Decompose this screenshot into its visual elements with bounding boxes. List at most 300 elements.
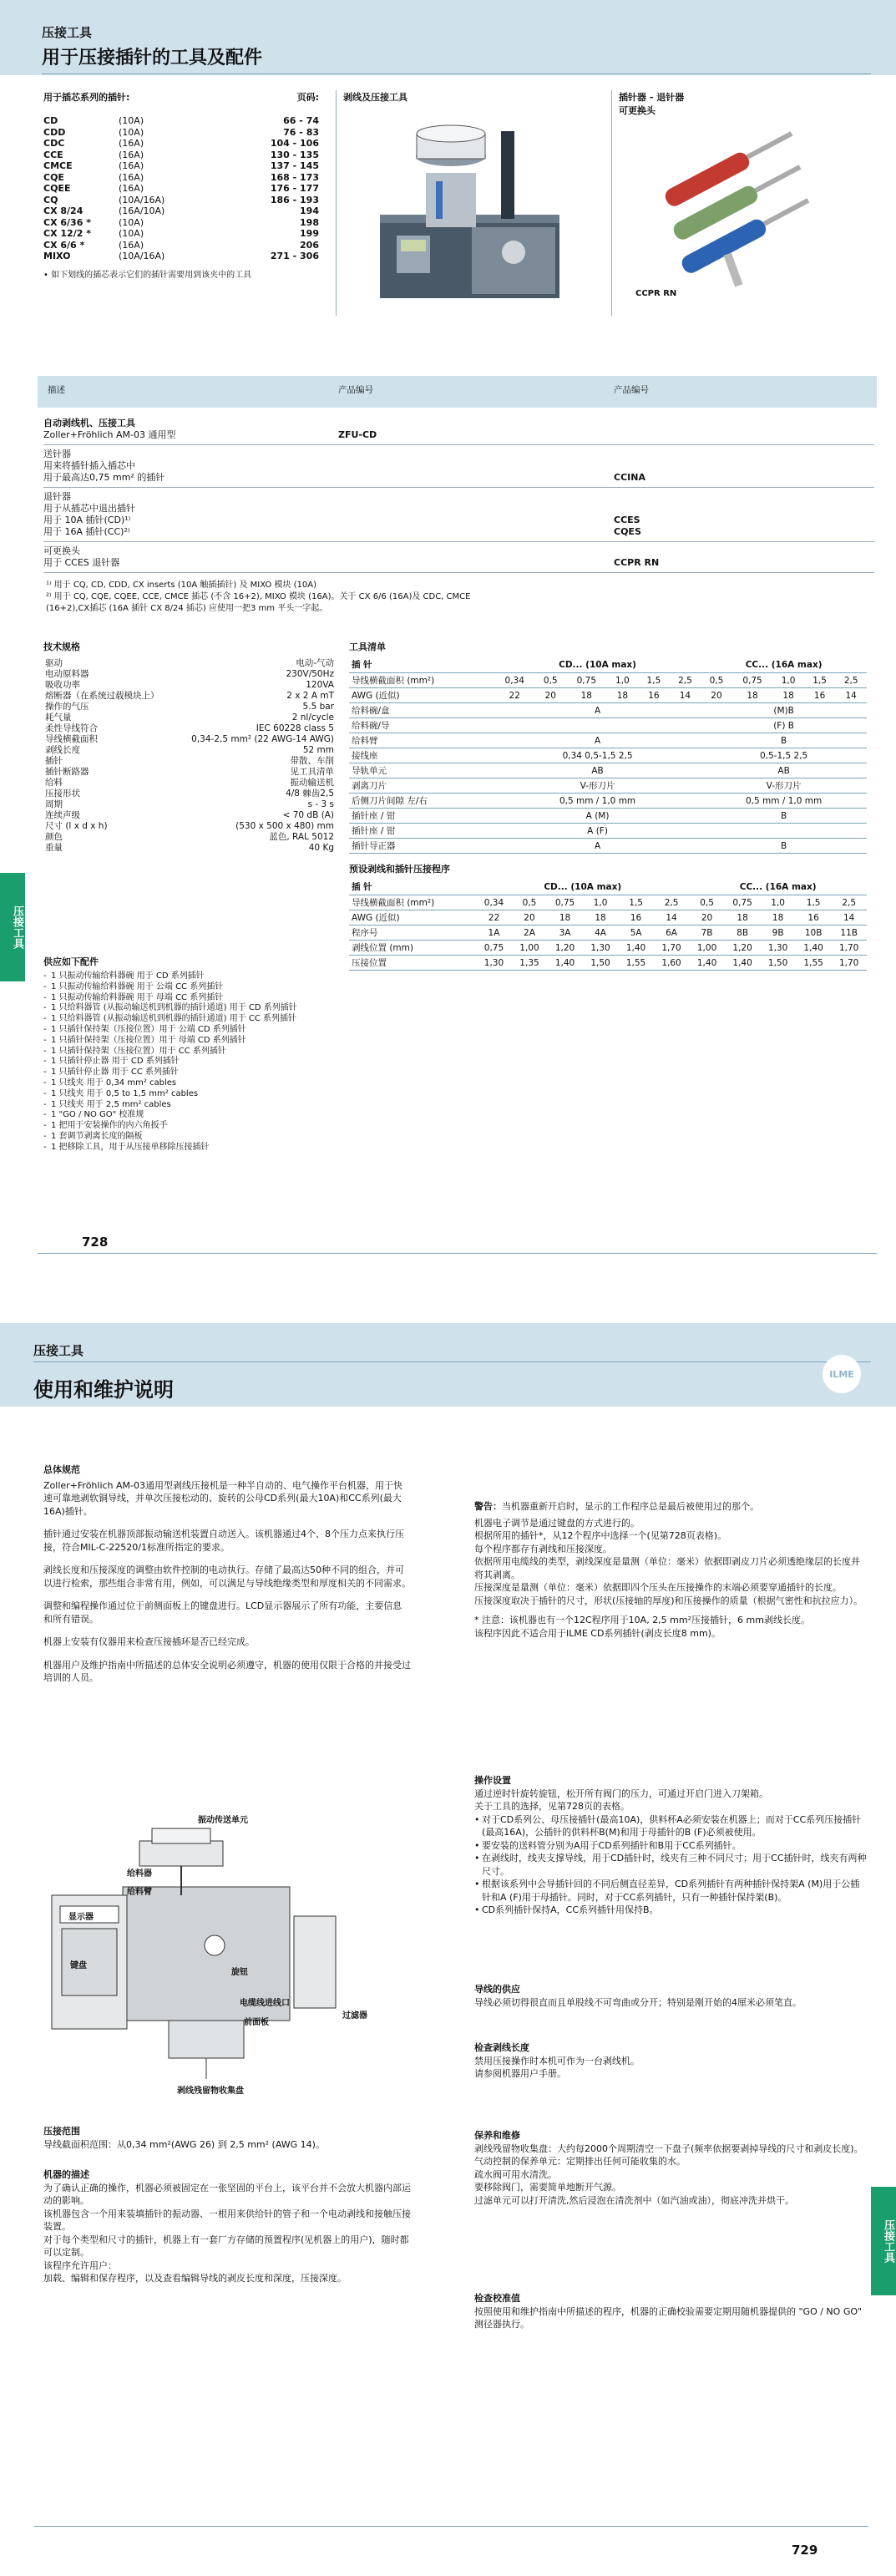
tech-row <box>43 691 336 702</box>
cc-span: B <box>701 809 867 824</box>
footnote: ¹⁾ 用于 CQ, CD, CDD, CX inserts (10A 触插插针) 及 MIXO 模块 (10A) <box>46 581 317 590</box>
pin-row <box>43 150 319 161</box>
cc-cell: 1,55 <box>796 956 832 971</box>
op-item: • 根据该系列中会导插针回的不同后侧直径差异，CD系列插针有两种插针保持架A (M)用于公插针和A (F)用于母插针。同时，对于CC系列插针，只有一种插针保持架(B)。 <box>474 1878 867 1904</box>
right-para: 每个程序都存有剥线和压接深度。 <box>474 1543 612 1554</box>
row-label: 导线横截面积 (mm²) <box>349 673 494 688</box>
row-label: 导轨单元 <box>349 763 494 778</box>
pin-row <box>43 217 319 229</box>
calib-title: 检查校准值 <box>474 2293 520 2304</box>
cd-cell: 18 <box>566 688 607 703</box>
desc-line: 用于 16A 插针(CC)²⁾ <box>43 526 130 537</box>
order-code1: ZFU-CD <box>338 429 377 440</box>
tech-value: 230V/50Hz <box>286 669 334 679</box>
desc-line: 自动剥线机、压接工具 <box>43 418 135 428</box>
desc-line: 送针器 <box>43 449 71 459</box>
supply-item: - 1 套调节剥离长度的隔板 <box>43 1132 511 1143</box>
pin-name: CQE <box>43 171 64 183</box>
cd-span <box>494 718 701 733</box>
maint-item: 疏水阀可用水清洗。 <box>474 2168 557 2180</box>
side-tab: 压接工具 <box>0 873 25 981</box>
tech-row <box>43 843 336 854</box>
tech-row <box>43 702 336 712</box>
machine-desc-title: 机器的描述 <box>43 2169 89 2180</box>
pin-pages: 130 - 135 <box>270 149 319 160</box>
pin-row <box>43 172 319 184</box>
cc-cell: 20 <box>689 910 725 925</box>
row-label: AWG (近似) <box>349 910 476 925</box>
check-strip <box>474 2041 867 2081</box>
cd-cell: 2,5 <box>670 673 701 688</box>
wire-supply-text: 导线必须切得很直而且单股线不可弯曲或分开；特别是刚开始的4厘米必须笔直。 <box>474 1996 802 2008</box>
tech-row <box>43 832 336 843</box>
tech-label: 颜色 <box>45 832 63 842</box>
desc-line: 退针器 <box>43 491 71 502</box>
tech-value: < 70 dB (A) <box>282 810 334 820</box>
tech-row <box>43 669 336 680</box>
table-row <box>349 778 867 794</box>
supply-list <box>43 955 511 1154</box>
machine-desc-text: 为了确认正确的操作，机器必须被固定在一张坚固的平台上，该平台并不会放大机器内部运动的影响。 该机器包含一个用来装填插针的振动器、一根用来供给针的管子和一个电动剥线和接触压接装置。 对于每个类型和尺寸的插针，机器上有一套厂方存储的预置程序(见机器上的用户)，随时都可以定制。 该程序允许用户： 加载、编辑和保存程序，以及查看编辑导线的剥皮长度和深度，压接深度。 <box>43 2182 411 2284</box>
pin-amp: (16A/10A) <box>119 205 165 216</box>
pin-pages: 271 - 306 <box>270 251 319 261</box>
cd-cell: 22 <box>476 910 512 925</box>
desc-line: 用于从插芯中退出插针 <box>43 503 135 514</box>
table-row <box>349 733 867 748</box>
machine-diagram <box>43 1808 411 2108</box>
cd-cell: 1,20 <box>547 941 583 956</box>
cd-cell: 0,5 <box>512 895 548 910</box>
supply-item: - 1 只给料器管 (从振动输送机到机器的插针通道) 用于 CC 系列插针 <box>43 1014 511 1025</box>
table-row <box>349 688 867 703</box>
desc-line: 可更换头 <box>43 545 80 556</box>
label-front-panel: 前面板 <box>244 2018 269 2027</box>
cc-span: V-形刀片 <box>701 778 867 794</box>
pins-header: 用于插芯系列的插针: <box>43 92 130 103</box>
cc-span: B <box>701 733 867 748</box>
general-section <box>43 1463 411 1695</box>
preset-title: 预设剥线和插针压接程序 <box>349 864 450 875</box>
tech-label: 吸收功率 <box>45 680 80 690</box>
pin-pages: 168 - 173 <box>270 171 319 183</box>
tech-row <box>43 745 336 756</box>
pin-amp: (16A) <box>119 171 144 183</box>
row-label: 后侧刀片间隙 左/右 <box>349 794 494 809</box>
table-row <box>349 748 867 763</box>
pages-header: 页码: <box>296 92 319 103</box>
cd-cell: 4A <box>583 925 619 941</box>
cd-cell: 0,34 <box>476 895 512 910</box>
cc-cell: 18 <box>760 910 796 925</box>
tech-value: 电动-气动 <box>296 658 334 668</box>
cc-cell: 14 <box>835 688 867 703</box>
row-label: 插针座 / 钳 <box>349 809 494 824</box>
right-para: 压接深度是量测（单位：毫米）依据即四个压头在压接操作的末端必须要穿通插针的长度。 <box>474 1582 842 1593</box>
pin-row <box>43 240 319 251</box>
cd-cell: 18 <box>607 688 639 703</box>
tech-value: 蓝色, RAL 5012 <box>269 832 334 842</box>
cd-span: AB <box>494 763 701 778</box>
page-729 <box>0 1290 896 2576</box>
cd-cell: 14 <box>670 688 701 703</box>
tech-label: 熔断器（在系统过载模块上） <box>45 691 159 701</box>
pin-amp: (10A) <box>119 216 144 228</box>
op-intro: 通过逆时针旋转旋钮，松开所有阀门的压力，可通过开启门进入刀架箱。 关于工具的选择，见第728页的表格。 <box>474 1787 768 1812</box>
label-display: 显示器 <box>68 1913 94 1922</box>
pin-name: CDC <box>43 138 65 149</box>
label-feed-unit: 振动传送单元 <box>198 1816 248 1825</box>
col-cd: CD... (10A max) <box>494 657 701 673</box>
cd-cell: 1,5 <box>638 673 670 688</box>
right-para: 机器电子调节是通过键盘的方式进行的。 <box>474 1517 640 1529</box>
note-text: * 注意：该机器也有一个12C程序用于10A, 2,5 mm²压接插针，6 mm剥线长度。 该程序因此不适合用于ILME CD系列插针(剥皮长度8 mm)。 <box>474 1615 810 1639</box>
pin-pages: 194 <box>300 205 319 216</box>
cc-span: AB <box>701 763 867 778</box>
pin-name: CX 6/36 * <box>43 216 91 228</box>
footnotes <box>46 580 514 615</box>
order-desc <box>43 491 327 538</box>
maint-item: 气动控制的保养单元：定期排出任何可能收集的水。 <box>474 2156 686 2167</box>
cc-cell: 1,40 <box>689 956 725 971</box>
cd-cell: 1,0 <box>607 673 639 688</box>
col-code1: 产品编号 <box>338 385 373 395</box>
tech-value: 0,34-2,5 mm² (22 AWG-14 AWG) <box>191 734 334 744</box>
cd-cell: 0,75 <box>547 895 583 910</box>
supply-item: - 1 "GO / NO GO" 校准规 <box>43 1110 511 1121</box>
order-desc <box>43 449 327 484</box>
cc-cell: 1,70 <box>831 956 867 971</box>
pin-pages: 186 - 193 <box>270 194 319 205</box>
pin-row <box>43 195 319 206</box>
supply-item: - 1 把用于安装操作的内六角扳手 <box>43 1121 511 1132</box>
cd-cell: 5A <box>618 925 654 941</box>
tech-label: 压接形状 <box>45 789 80 799</box>
tech-value: 40 Kg <box>308 843 334 853</box>
pin-amp: (16A) <box>119 160 144 171</box>
warning-text: 当机器重新开启时，显示的工作程序总是最后被使用过的那个。 <box>502 1501 759 1512</box>
crimp-range <box>43 2125 411 2151</box>
tech-value: 振动输送机 <box>290 778 334 788</box>
page-title: 用于压接插针的工具及配件 <box>42 48 263 68</box>
pin-name: CMCE <box>43 160 73 171</box>
pin-row <box>43 127 319 139</box>
tech-label: 插针断路器 <box>45 767 89 777</box>
machine-desc <box>43 2168 411 2285</box>
general-para: 机器上安装有仪器用来检查压接插环是否已经完成。 <box>43 1636 255 1647</box>
cd-span: A (M) <box>494 809 701 824</box>
table-head-row <box>349 657 867 673</box>
footer-rule <box>33 2526 868 2527</box>
order-desc <box>43 418 327 441</box>
pin-amp: (16A) <box>119 149 144 160</box>
pin-name: CX 12/2 * <box>43 228 91 239</box>
side-tab: 压接工具 <box>871 2187 896 2295</box>
pin-row <box>43 205 319 217</box>
col-pin: 插 针 <box>349 879 476 895</box>
row-label: 插针导正器 <box>349 839 494 854</box>
pin-name: CX 8/24 <box>43 205 84 216</box>
row-label: 程序号 <box>349 925 476 941</box>
col-code2: 产品编号 <box>614 385 649 395</box>
cd-cell: 1,35 <box>512 956 548 971</box>
tool-list-title: 工具清单 <box>349 641 386 652</box>
pin-pages: 206 <box>300 239 319 251</box>
row-label: 压接位置 <box>349 956 476 971</box>
supply-item: - 1 只插针停止器 用于 CC 系列插针 <box>43 1067 511 1078</box>
cc-cell: 0,75 <box>732 673 773 688</box>
cd-cell: 6A <box>654 925 690 941</box>
pin-row <box>43 183 319 195</box>
row-label: 给料碗/盒 <box>349 703 494 718</box>
cd-cell: 0,34 <box>494 673 535 688</box>
cc-span: 0,5-1,5 2,5 <box>701 748 867 763</box>
desc-line: 用于最高达0,75 mm² 的插针 <box>43 472 165 483</box>
cd-cell: 2A <box>512 925 548 941</box>
section-label: 压接工具 <box>33 1343 84 1358</box>
pin-name: CQ <box>43 194 58 205</box>
order-code2: CCINA <box>614 472 645 483</box>
cc-cell: 16 <box>804 688 836 703</box>
right-para: 根据所用的插针*，从12个程序中选择一个(见第728页表格)。 <box>474 1530 727 1541</box>
pin-amp: (10A) <box>119 126 144 138</box>
cd-cell: 16 <box>638 688 670 703</box>
cd-cell: 1,60 <box>654 956 690 971</box>
cd-cell: 0,5 <box>535 673 567 688</box>
tech-row <box>43 734 336 745</box>
check-strip-text: 禁用压接操作时本机可作为一台剥线机。 请参阅机器用户手册。 <box>474 2055 640 2079</box>
table-row <box>349 910 867 925</box>
table-row <box>349 895 867 910</box>
cc-cell: 20 <box>701 688 732 703</box>
pin-pages: 198 <box>300 216 319 228</box>
cd-cell: 1,40 <box>547 956 583 971</box>
label-feed-arm: 给料臂 <box>127 1888 152 1897</box>
cd-cell: 2,5 <box>654 895 690 910</box>
cd-cell: 22 <box>494 688 535 703</box>
cc-cell: 18 <box>725 910 761 925</box>
cc-cell: 18 <box>772 688 804 703</box>
pin-amp: (10A) <box>119 115 144 126</box>
row-label: 剥离刀片 <box>349 778 494 794</box>
tools-image <box>629 124 863 307</box>
supply-item: - 1 只振动传输给料器碗 用于 母端 CC 系列插针 <box>43 993 511 1004</box>
supply-item: - 1 只插针保持架（压接位置）用于 公端 CD 系列插针 <box>43 1025 511 1036</box>
table-row <box>349 941 867 956</box>
cc-cell: 1,30 <box>760 941 796 956</box>
right-column <box>474 1500 867 1640</box>
desc-line: 用于 10A 插针(CD)¹⁾ <box>43 515 131 525</box>
cd-span: V-形刀片 <box>494 778 701 794</box>
row-label: 给料碗/导 <box>349 718 494 733</box>
tech-row <box>43 767 336 778</box>
ccpr-label: CCPR RN <box>635 289 677 298</box>
cc-cell: 2,5 <box>831 895 867 910</box>
supply-item: - 1 只线夹 用于 0,5 to 1,5 mm² cables <box>43 1089 511 1100</box>
table-row <box>349 794 867 809</box>
tech-value: 2 x 2 A mT <box>286 691 334 701</box>
general-para: Zoller+Fröhlich AM-03通用型剥线压接机是一种半自动的、电气操作平台机器，用于快速可靠地剥软铜导线，并单次压接松动的、旋转的公母CD系列(最大10A)和CC系列(最大16A)插针。 <box>43 1479 403 1517</box>
maintenance <box>474 2129 867 2207</box>
machine-column <box>336 90 603 316</box>
col-pin: 插 针 <box>349 657 494 673</box>
tech-value: 带散、车削 <box>290 756 334 766</box>
cc-cell: 1,40 <box>796 941 832 956</box>
order-code2: CCPR RN <box>614 557 660 568</box>
cd-span: A (F) <box>494 824 701 839</box>
tech-specs <box>43 640 344 854</box>
cc-cell: 1,20 <box>725 941 761 956</box>
pin-row <box>43 138 319 150</box>
cc-cell: 16 <box>796 910 832 925</box>
tech-label: 尺寸 (l x d x h) <box>45 821 108 831</box>
order-table <box>43 414 874 573</box>
pin-row <box>43 251 319 262</box>
order-row <box>43 488 874 542</box>
crimp-range-title: 压接范围 <box>43 2126 80 2137</box>
supply-item: - 1 只振动传输给料器碗 用于 CD 系列插针 <box>43 971 511 982</box>
tools-column <box>611 90 870 316</box>
cd-cell: 1,40 <box>618 941 654 956</box>
crimp-range-text: 导线截面积范围：从0,34 mm²(AWG 26) 到 2,5 mm² (AWG 14)。 <box>43 2138 325 2150</box>
tech-label: 操作的气压 <box>45 702 89 712</box>
cc-cell: 1,70 <box>831 941 867 956</box>
diagram-svg <box>43 1808 411 2108</box>
cc-cell: 2,5 <box>835 673 867 688</box>
table-head-row <box>349 879 867 895</box>
label-power-in: 电缆线进线口 <box>240 1999 290 2008</box>
maint-item: 要移除阀门，需要简单地断开气源。 <box>474 2182 621 2193</box>
right-para: 依据所用电缆线的类型，剥线深度是量测（单位：毫米）依据即剥皮刀片必须透绝缘层的长度并将其剥离。 <box>474 1556 860 1580</box>
cd-cell: 16 <box>618 910 654 925</box>
label-collector: 剥线残留物收集盘 <box>177 2087 244 2096</box>
cd-cell: 14 <box>654 910 690 925</box>
table-row <box>349 718 867 733</box>
pin-pages: 176 - 177 <box>270 183 319 194</box>
order-code2: CCES CQES <box>614 515 641 537</box>
supply-item: - 1 只给料器管 (从振动输送机到机器的插针通道) 用于 CD 系列插针 <box>43 1003 511 1014</box>
pin-series-list <box>43 90 319 281</box>
cd-cell: 1,00 <box>512 941 548 956</box>
tech-row <box>43 756 336 767</box>
cd-cell: 1,70 <box>654 941 690 956</box>
cc-span: 0,5 mm / 1,0 mm <box>701 794 867 809</box>
pin-name: CDD <box>43 126 66 138</box>
pin-row <box>43 160 319 172</box>
col3-header: 插针器 - 退针器 可更换头 <box>619 92 685 116</box>
general-para: 机器用户及维护指南中所描述的总体安全说明必须遵守，机器的使用仅限于合格的并接受过培训的人员。 <box>43 1659 411 1683</box>
op-section <box>474 1774 867 1917</box>
cc-cell: 1,5 <box>796 895 832 910</box>
cd-cell: 18 <box>547 910 583 925</box>
col2-header: 剥线及压接工具 <box>343 92 408 103</box>
pin-pages: 104 - 106 <box>270 138 319 149</box>
col-cc: CC... (16A max) <box>689 879 867 895</box>
cc-span: (F) B <box>701 718 867 733</box>
tech-label: 插针 <box>45 756 63 766</box>
pin-pages: 66 - 74 <box>283 115 319 126</box>
tech-value: 4/8 棘齿2,5 <box>286 789 334 799</box>
tech-row <box>43 821 336 832</box>
footnote: ²⁾ 用于 CQ, CQE, CQEE, CCE, CMCE 插芯 (不含 16+2), MIXO 模块 (16A)。关于 CX 6/6 (16A)及 CDC, CMCE (16+2),CX插芯 (16A 插针 CX 8/24 插芯) 应使用一把3 mm 平头一字起。 <box>46 592 471 613</box>
table-row <box>349 673 867 688</box>
row-label: AWG (近似) <box>349 688 494 703</box>
cd-cell: 1,55 <box>618 956 654 971</box>
table-row <box>349 809 867 824</box>
pin-row <box>43 115 319 127</box>
wire-supply-title: 导线的供应 <box>474 1984 520 1995</box>
tech-row <box>43 658 336 669</box>
tech-value: s - 3 s <box>307 799 334 809</box>
cd-cell: 0,75 <box>566 673 607 688</box>
row-label: 插针座 / 钳 <box>349 824 494 839</box>
supply-item: - 1 只插针保持架（压接位置）用于 母端 CD 系列插针 <box>43 1036 511 1047</box>
supply-item: - 1 只线夹 用于 0,34 mm² cables <box>43 1078 511 1089</box>
check-strip-title: 检查剥线长度 <box>474 2042 529 2053</box>
cc-span <box>701 824 867 839</box>
cc-cell: 11B <box>831 925 867 941</box>
tech-label: 驱动 <box>45 658 63 668</box>
pin-name: MIXO <box>43 251 71 261</box>
cc-cell: 1,5 <box>804 673 836 688</box>
op-item: • 对于CD系列公、母压接插针(最高10A)，供料杯A必须安装在机器上；而对于CC系列压接插针(最高16A)，公插针的供料杯B(M)和用于母插针的B (F)必须被使用。 <box>474 1813 867 1839</box>
supply-item: - 1 只振动传输给料器碗 用于 公端 CC 系列插针 <box>43 982 511 993</box>
tech-label: 导线横截面积 <box>45 734 98 744</box>
order-desc <box>43 545 327 569</box>
order-table-header <box>38 376 877 408</box>
tech-label: 电动原料器 <box>45 669 89 679</box>
general-para: 插针通过安装在机器顶部振动输送机装置自动送入。该机器通过4个、8个压力点来执行压接，符合MIL-C-22520/1标准所指定的要求。 <box>43 1529 404 1553</box>
pin-pages: 199 <box>300 228 319 239</box>
cd-cell: 1,30 <box>476 956 512 971</box>
table-row <box>349 824 867 839</box>
desc-line: 用来将插针插入插芯中 <box>43 460 135 471</box>
tech-row <box>43 680 336 691</box>
tech-label: 周期 <box>45 799 63 809</box>
tech-row <box>43 789 336 799</box>
maint-item: 过滤单元可以打开清洗,然后浸泡在清洗剂中（如汽油或油），彻底冲洗并烘干。 <box>474 2194 794 2206</box>
col-cd: CD... (10A max) <box>476 879 689 895</box>
cc-cell: 10B <box>796 925 832 941</box>
cc-cell: 1,00 <box>689 941 725 956</box>
pin-amp: (10A/16A) <box>119 251 165 261</box>
table-row <box>349 839 867 854</box>
order-row <box>43 445 874 488</box>
cd-cell: 20 <box>512 910 548 925</box>
desc-line: 用于 CCES 退针器 <box>43 557 120 568</box>
cd-cell: 3A <box>547 925 583 941</box>
wire-supply <box>474 1983 867 2009</box>
tech-label: 柔性导线符合 <box>45 723 98 733</box>
page-title: 使用和维护说明 <box>33 1378 174 1402</box>
row-label: 给料臂 <box>349 733 494 748</box>
cd-cell: 0,75 <box>476 941 512 956</box>
page-number: 728 <box>82 1235 109 1250</box>
supply-title: 供应如下配件 <box>43 956 99 967</box>
general-para: 调整和编程操作通过位于前侧面板上的键盘进行。LCD显示器展示了所有功能，主要信息和所有错误。 <box>43 1600 402 1625</box>
tech-value: (530 x 500 x 480) mm <box>235 821 334 831</box>
page-number: 729 <box>792 2543 818 2558</box>
tech-label: 耗气量 <box>45 712 72 723</box>
tool-list <box>349 640 867 971</box>
cd-cell: 1,50 <box>583 956 619 971</box>
cc-cell: 0,75 <box>725 895 761 910</box>
tech-value: 52 mm <box>302 745 334 755</box>
label-feed-pipe: 给料器 <box>127 1869 152 1879</box>
cd-cell: 1,0 <box>583 895 619 910</box>
pin-pages: 137 - 145 <box>270 160 319 171</box>
cc-cell: 8B <box>725 925 761 941</box>
tech-label: 剥线长度 <box>45 745 80 755</box>
